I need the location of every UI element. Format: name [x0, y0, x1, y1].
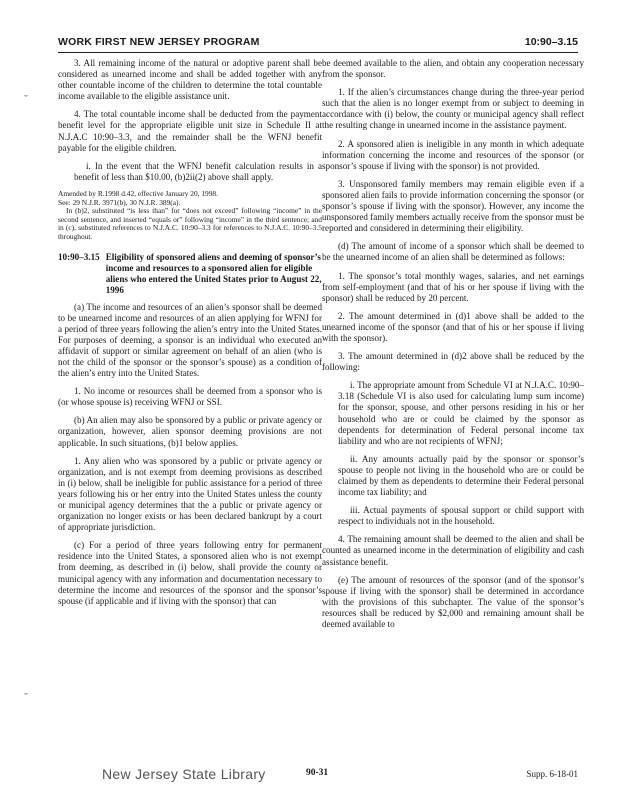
header-section-ref: 10:90–3.15: [524, 36, 578, 48]
paragraph: 1. No income or resources shall be deemed from a sponsor who is (or whose spouse is) receiving WFNJ or SSI.: [58, 386, 322, 408]
margin-tick-mark: ˘: [24, 690, 28, 704]
paragraph: 4. The total countable income shall be deducted from the payment benefit level for the appropriate eligible unit size in Schedule II at N.J.A.C 10:90–3.3, and the remainder shall be the WFNJ benefit payable for the eligible children.: [58, 109, 322, 153]
paragraph: (a) The income and resources of an alien’s sponsor shall be deemed to be unearned income and resources of an alien applying for WFNJ for a period of three years following the alien’s entry into the United States. For purposes of deeming, a sponsor is an individual who executed an affidavit of support or similar agreement on behalf of an alien (who is not the child of the sponsor or the sponsor’s spouse) as a condition of the alien’s entry into the United States.: [58, 301, 322, 379]
amendment-note: See: 29 N.J.R. 3971(b), 30 N.J.R. 389(a).: [58, 197, 181, 207]
paragraph: 3. The amount determined in (d)2 above shall be reduced by the following:: [322, 351, 584, 373]
left-column: [58, 58, 322, 614]
section-number: 10:90–3.15: [58, 251, 100, 262]
header-title: WORK FIRST NEW JERSEY PROGRAM: [58, 36, 260, 48]
section-title: Eligibility of sponsored aliens and deeming of sponsor’s income and resources to a sponsored alien for eligible aliens who entered the United States prior to August 22, 1996: [105, 251, 322, 295]
running-header: [58, 36, 578, 52]
paragraph: 2. The amount determined in (d)1 above shall be added to the unearned income of the sponsor (and that of his or her spouse if living with the sponsor).: [322, 310, 584, 343]
library-watermark: New Jersey State Library: [102, 766, 266, 782]
right-column: [322, 58, 584, 637]
amendment-note: Amended by R.1998 d.42, effective January 20, 1998.: [58, 188, 218, 198]
amendment-notes: [58, 190, 322, 242]
paragraph: iii. Actual payments of spousal support or child support with respect to individuals not in the household.: [338, 505, 584, 527]
header-rule: [58, 52, 578, 53]
margin-tick-mark: ˘: [24, 92, 28, 106]
page-footer: [58, 766, 578, 786]
paragraph: be deemed available to the alien, and obtain any cooperation necessary from the sponsor.: [322, 58, 584, 80]
paragraph: 3. All remaining income of the natural or adoptive parent shall be considered as unearned income and shall be added together with any other countable income of the children to determine the total countable income available to the eligible assistance unit.: [58, 58, 322, 102]
paragraph: (d) The amount of income of a sponsor which shall be deemed to be the unearned income of an alien shall be determined as follows:: [322, 241, 584, 263]
paragraph: 2. A sponsored alien is ineligible in any month in which adequate information concerning the income and resources of the sponsor (or sponsor’s spouse if living with the sponsor) is not provided.: [322, 138, 584, 171]
supplement-date: Supp. 6-18-01: [526, 769, 578, 779]
paragraph: (e) The amount of resources of the sponsor (and of the sponsor’s spouse if living with the sponsor) shall be determined in accordance with the provisions of this subchapter. The value of the sponsor’s resources shall be reduced by $2,000 and remaining amount shall be deemed available to: [322, 574, 584, 630]
amendment-note: In (b)2, substituted “is less than” for “does not exceed” following “income” in the second sentence, and inserted “equals or” following “income” in the third sentence; and in (c), substituted references to N.J.A.C. 10:90–3.3 for references to N.J.A.C. 10:90–3.5 throughout.: [58, 206, 322, 241]
paragraph: (b) An alien may also be sponsored by a public or private agency or organization, however, alien sponsor deeming provisions are not applicable. In such situations, (b)1 below applies.: [58, 415, 322, 448]
paragraph: 3. Unsponsored family members may remain eligible even if a sponsored alien fails to provide information concerning the sponsor (or sponsor’s spouse if living with the sponsor). However, any income the unsponsored family members actually receive from the sponsor must be reported and considered in determining their eligibility.: [322, 178, 584, 234]
paragraph: i. In the event that the WFNJ benefit calculation results in a benefit of less than $10.00, (b)2ii(2) above shall apply.: [74, 160, 322, 182]
section-heading: [58, 252, 322, 296]
paragraph: ii. Any amounts actually paid by the sponsor or sponsor’s spouse to people not living in the household who are or could be claimed by them as dependents to determine their Federal personal income tax liability; and: [338, 453, 584, 498]
paragraph: 1. If the alien’s circumstances change during the three-year period such that the alien is no longer exempt from or subject to deeming in accordance with (i) below, the county or municipal agency shall reflect the resulting change in unearned income in the assistance payment.: [322, 87, 584, 131]
paragraph: 1. Any alien who was sponsored by a public or private agency or organization, and is not exempt from deeming provisions as described in (i) below, shall be ineligible for public assistance for a period of three years following his or her entry into the United States unless the county or municipal agency determines that the a public or private agency or organization no longer exists or has been declared bankrupt by a court of appropriate jurisdiction.: [58, 455, 322, 533]
page-number: 90-31: [306, 768, 329, 778]
paragraph: (c) For a period of three years following entry for permanent residence into the United States, a sponsored alien who is not exempt from deeming, as described in (i) below, shall provide the county or municipal agency with any information and documentation necessary to determine the income and resources of the sponsor and the sponsor’s spouse (if applicable and if living with the sponsor) that can: [58, 540, 322, 606]
paragraph: i. The appropriate amount from Schedule VI at N.J.A.C. 10:90–3.18 (Schedule VI is also used for calculating lump sum income) for the sponsor, spouse, and other persons residing in his or her household who are or could be claimed by the sponsor as dependents for determination of Federal personal income tax liability and who are not recipients of WFNJ;: [338, 380, 584, 446]
paragraph: 1. The sponsor’s total monthly wages, salaries, and net earnings from self-employment (and that of his or her spouse if living with the sponsor) shall be reduced by 20 percent.: [322, 270, 584, 303]
paragraph: 4. The remaining amount shall be deemed to the alien and shall be counted as unearned income in the determination of eligibility and cash assistance benefit.: [322, 534, 584, 567]
